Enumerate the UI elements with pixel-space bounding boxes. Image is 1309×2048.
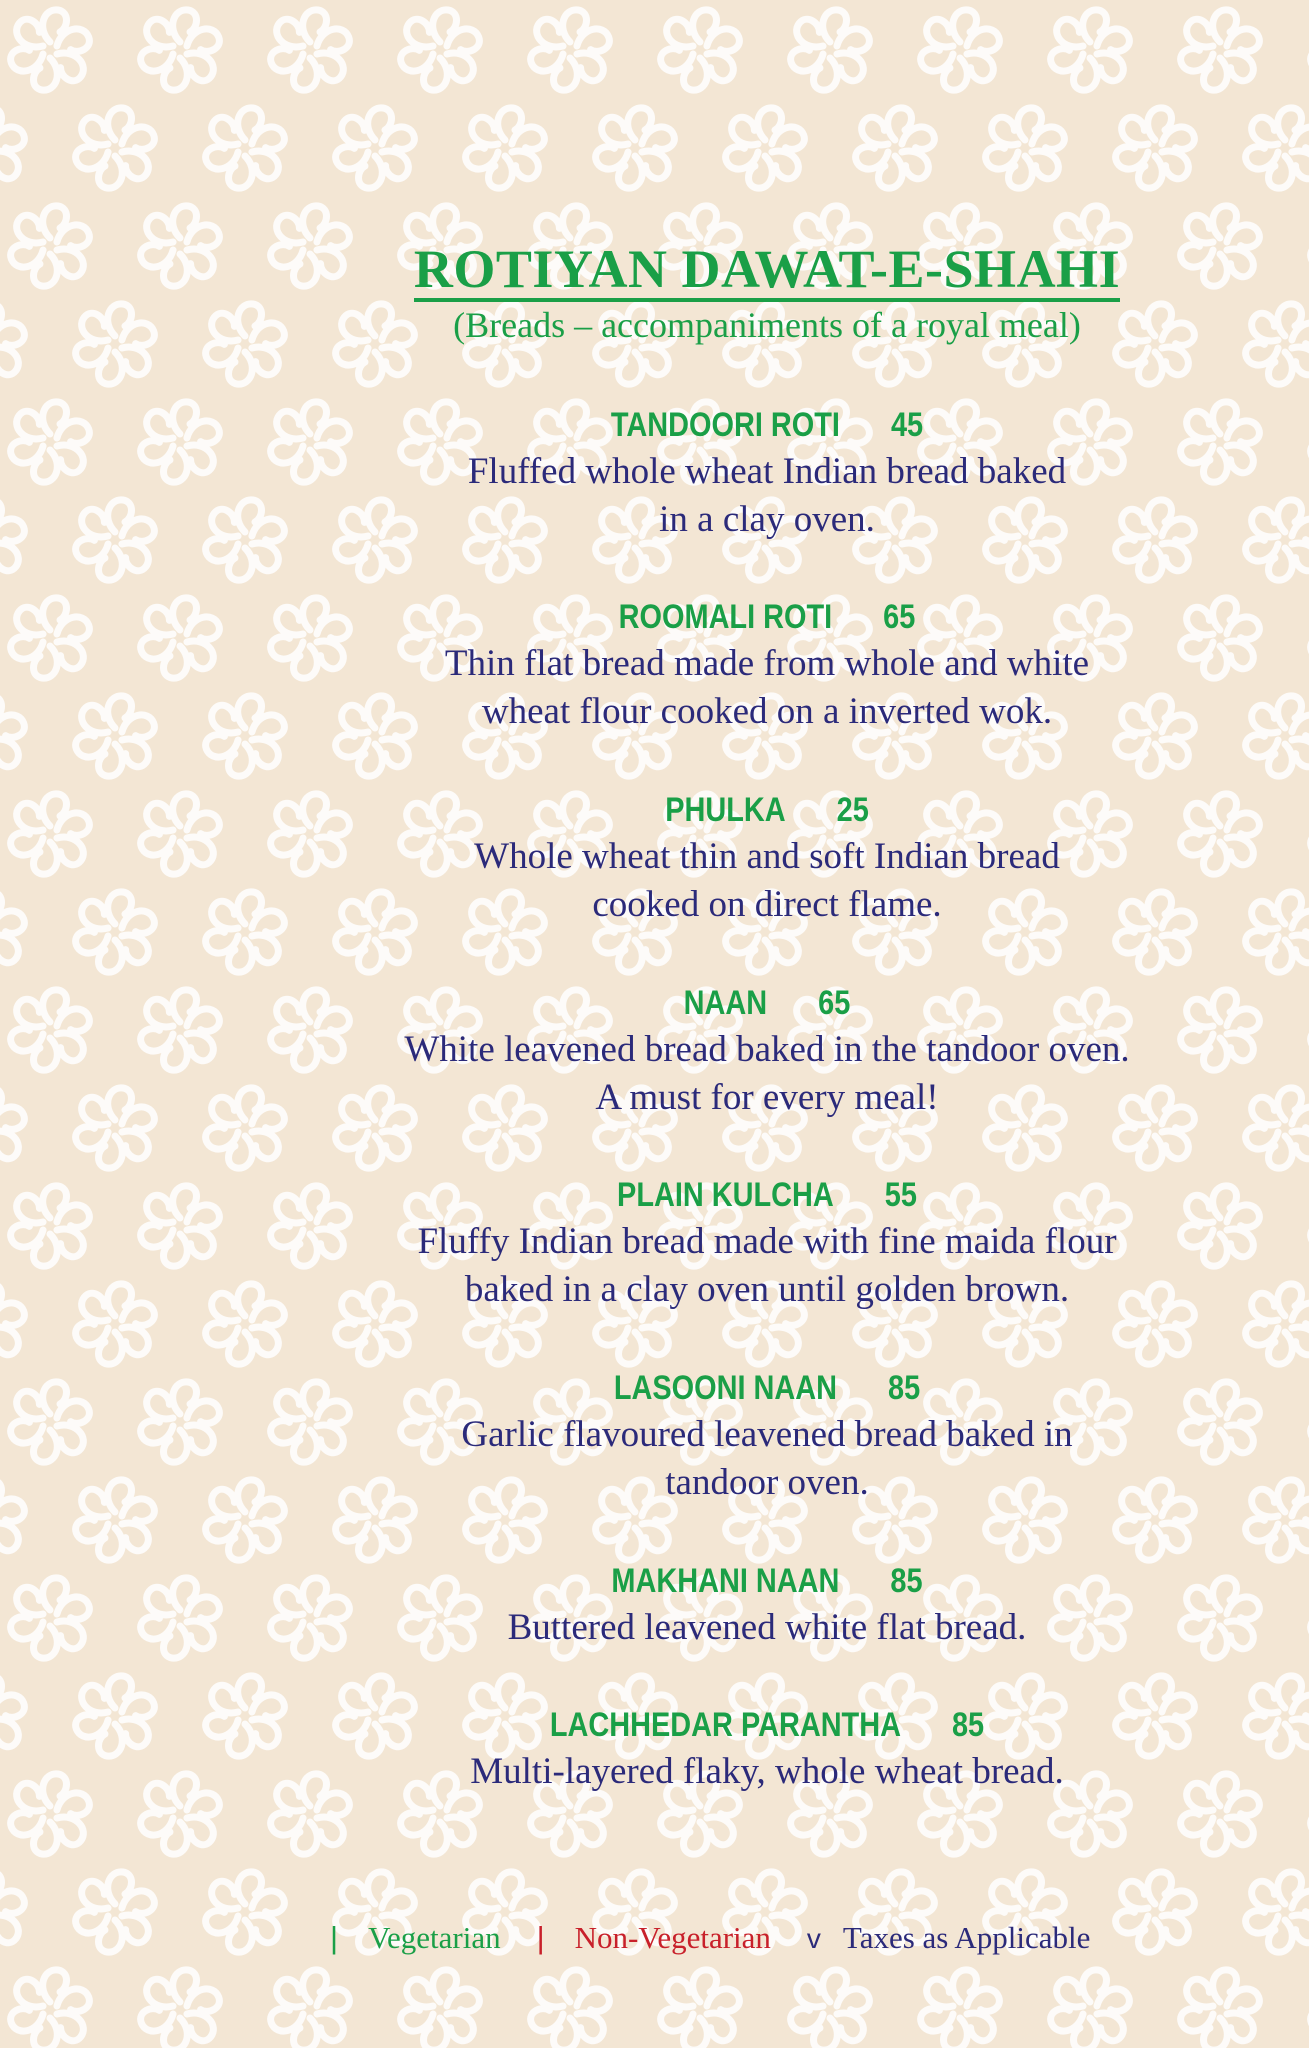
page-subtitle: (Breads – accompaniments of a royal meal) — [453, 305, 1081, 345]
non-vegetarian-mark-icon: | — [536, 1920, 545, 1955]
item-price: 85 — [888, 1369, 921, 1407]
menu-item — [300, 1365, 1234, 1507]
item-name: PLAIN KULCHA — [617, 1176, 834, 1214]
item-description: Whole wheat thin and soft Indian bread cooked on direct flame. — [474, 836, 1060, 925]
item-name: PHULKA — [665, 791, 786, 829]
item-description: Multi-layered flaky, whole wheat bread. — [470, 1751, 1064, 1792]
page-title — [300, 238, 1234, 302]
item-name: LACHHEDAR PARANTHA — [549, 1706, 901, 1744]
item-description: Fluffed whole wheat Indian bread baked in a clay oven. — [467, 451, 1067, 540]
item-name: ROOMALI ROTI — [618, 598, 833, 636]
item-name-row — [370, 1365, 1164, 1411]
item-description: Fluffy Indian bread made with fine maida flour baked in a clay oven until golden brown. — [417, 1221, 1117, 1310]
title-text: ROTIYAN DAWAT-E-SHAHI — [414, 241, 1120, 302]
item-description: Garlic flavoured leavened bread baked in tandoor oven. — [461, 1414, 1073, 1503]
menu-item — [300, 594, 1234, 736]
menu-item — [300, 1172, 1234, 1314]
legend — [330, 1920, 1090, 1956]
menu-item — [300, 980, 1234, 1122]
item-price: 85 — [890, 1562, 923, 1600]
taxes-label: Taxes as Applicable — [842, 1920, 1091, 1955]
item-price: 55 — [884, 1176, 917, 1214]
vegetarian-mark-icon: | — [330, 1920, 339, 1955]
item-description: Buttered leavened white flat bread. — [507, 1607, 1027, 1648]
item-price: 25 — [836, 791, 869, 829]
item-price: 85 — [951, 1706, 985, 1744]
item-name-row — [370, 787, 1164, 833]
item-name-row — [370, 980, 1164, 1026]
non-vegetarian-label: Non-Vegetarian — [574, 1920, 771, 1955]
taxes-mark-icon: v — [806, 1923, 821, 1954]
menu-item — [300, 1558, 1234, 1652]
item-price: 65 — [883, 598, 916, 636]
vegetarian-label: Vegetarian — [368, 1920, 501, 1955]
item-price: 45 — [890, 406, 924, 444]
item-name: NAAN — [683, 984, 768, 1022]
item-description: Thin flat bread made from whole and white wheat flour cooked on a inverted wok. — [444, 643, 1090, 732]
item-name-row — [370, 1172, 1164, 1218]
item-name-row — [370, 1558, 1164, 1604]
item-name: TANDOORI ROTI — [610, 406, 840, 444]
item-name: LASOONI NAAN — [613, 1369, 838, 1407]
item-price: 65 — [818, 984, 851, 1022]
menu-item — [300, 1702, 1234, 1796]
item-name-row — [370, 594, 1164, 640]
item-name-row — [370, 1702, 1164, 1748]
menu-item — [300, 402, 1234, 544]
item-name: MAKHANI NAAN — [611, 1562, 840, 1600]
item-name-row — [370, 402, 1164, 448]
menu-item — [300, 787, 1234, 929]
item-description: White leavened bread baked in the tandoor oven. A must for every meal! — [404, 1029, 1130, 1118]
